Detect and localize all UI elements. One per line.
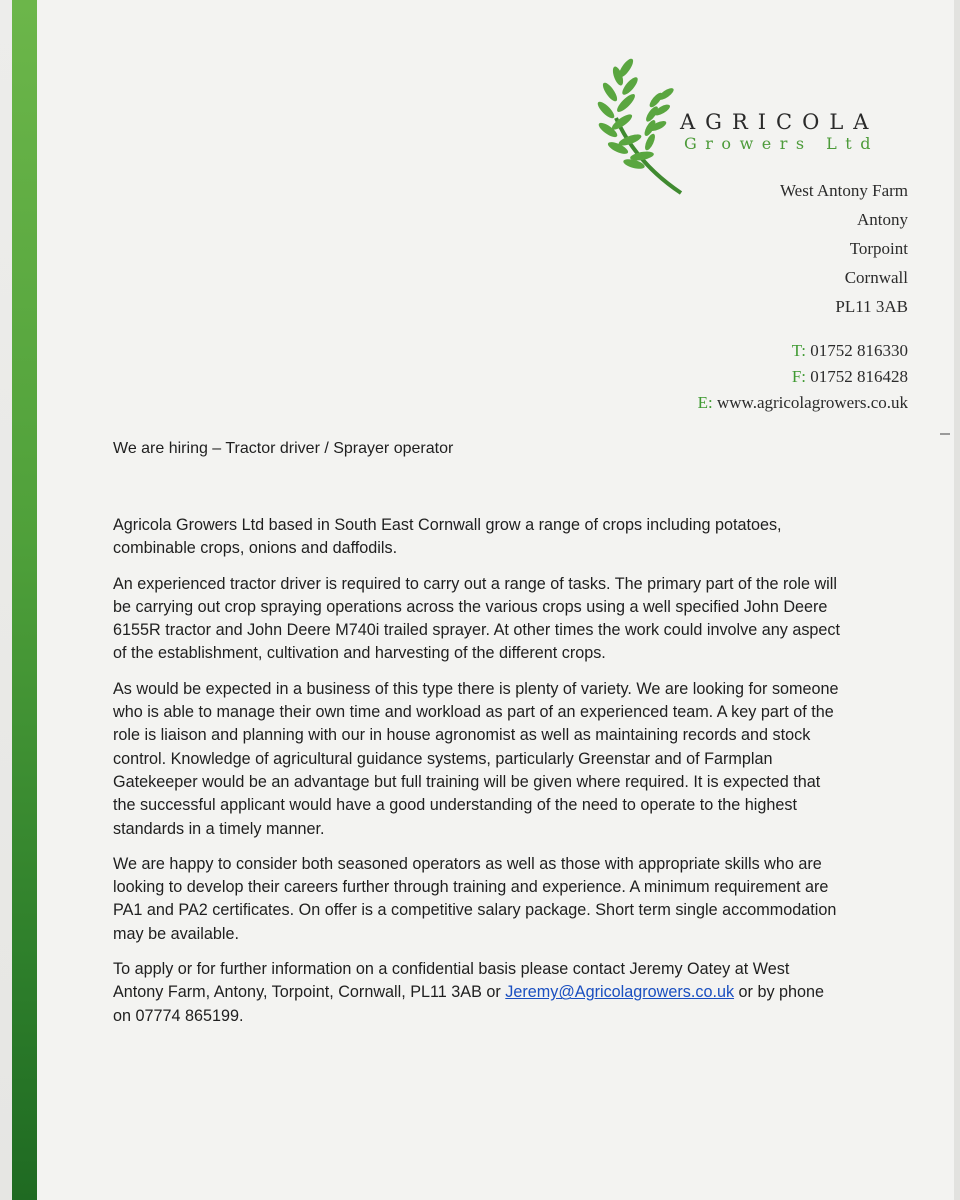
closing-paragraph — [113, 958, 843, 1028]
wheat-sprig-icon — [596, 48, 686, 198]
fax-number: 01752 816428 — [810, 367, 908, 386]
company-address — [780, 176, 908, 321]
letter-body — [113, 514, 843, 1040]
body-paragraph: We are happy to consider both seasoned operators as well as those with appropriate skills who are looking to develop their careers further through training and experience. A minimum requirement are PA1 and PA2 certificates. On offer is a competitive salary package. Short term single accommodation may be available. — [113, 854, 837, 943]
website-url: www.agricolagrowers.co.uk — [716, 393, 908, 412]
address-line: West Antony Farm — [779, 181, 908, 200]
page-edge — [0, 0, 12, 1200]
brand-name: AGRICOLA — [680, 110, 879, 134]
closing-text: To apply or for further information on a confidential basis please contact Jeremy Oatey at West Antony Farm, Antony, Torpoint, Cornwall, PL11 3AB or — [113, 960, 790, 1002]
brand-subtitle: Growers Ltd — [684, 134, 879, 153]
address-line: Cornwall — [844, 268, 908, 287]
address-line: PL11 3AB — [835, 297, 908, 316]
page-mark — [940, 433, 950, 435]
telephone-number: 01752 816330 — [810, 341, 908, 360]
job-heading: We are hiring – Tractor driver / Sprayer operator — [113, 440, 454, 457]
company-contact — [698, 338, 908, 416]
email-link[interactable]: Jeremy@Agricolagrowers.co.uk — [505, 983, 735, 1002]
telephone-label: T: — [791, 341, 806, 360]
address-line: Torpoint — [849, 239, 908, 258]
body-paragraph: Agricola Growers Ltd based in South East Cornwall grow a range of crops including potatoes, combinable crops, onions and daffodils. — [113, 516, 782, 558]
closing-phone-text: or by phone on 07774 865199. — [113, 983, 825, 1025]
letterhead-green-bar — [12, 0, 37, 1200]
telephone-line — [698, 338, 908, 364]
body-paragraph: An experienced tractor driver is required to carry out a range of tasks. The primary part of the role will be carrying out crop spraying operations across the various crops using a well specified John Deere 6155R tractor and John Deere M740i trailed sprayer. At other times the work could involve any aspect of the establishment, cultivation and harvesting of the different crops. — [113, 574, 841, 663]
website-line — [698, 390, 908, 416]
fax-label: F: — [791, 367, 806, 386]
address-line: Antony — [857, 210, 908, 229]
page-edge-right — [954, 0, 960, 1200]
website-label: E: — [697, 393, 713, 412]
body-paragraph: As would be expected in a business of this type there is plenty of variety. We are looking for someone who is able to manage their own time and workload as part of an experienced team. A key part of the role is liaison and planning with our in house agronomist as well as maintaining records and stock control. Knowledge of agricultural guidance systems, particularly Greenstar and of Farmplan Gatekeeper would be an advantage but full training will be given where required. It is expected that the successful applicant would have a good understanding of the need to operate to the highest standards in a timely manner. — [113, 679, 839, 838]
fax-line — [698, 364, 908, 390]
